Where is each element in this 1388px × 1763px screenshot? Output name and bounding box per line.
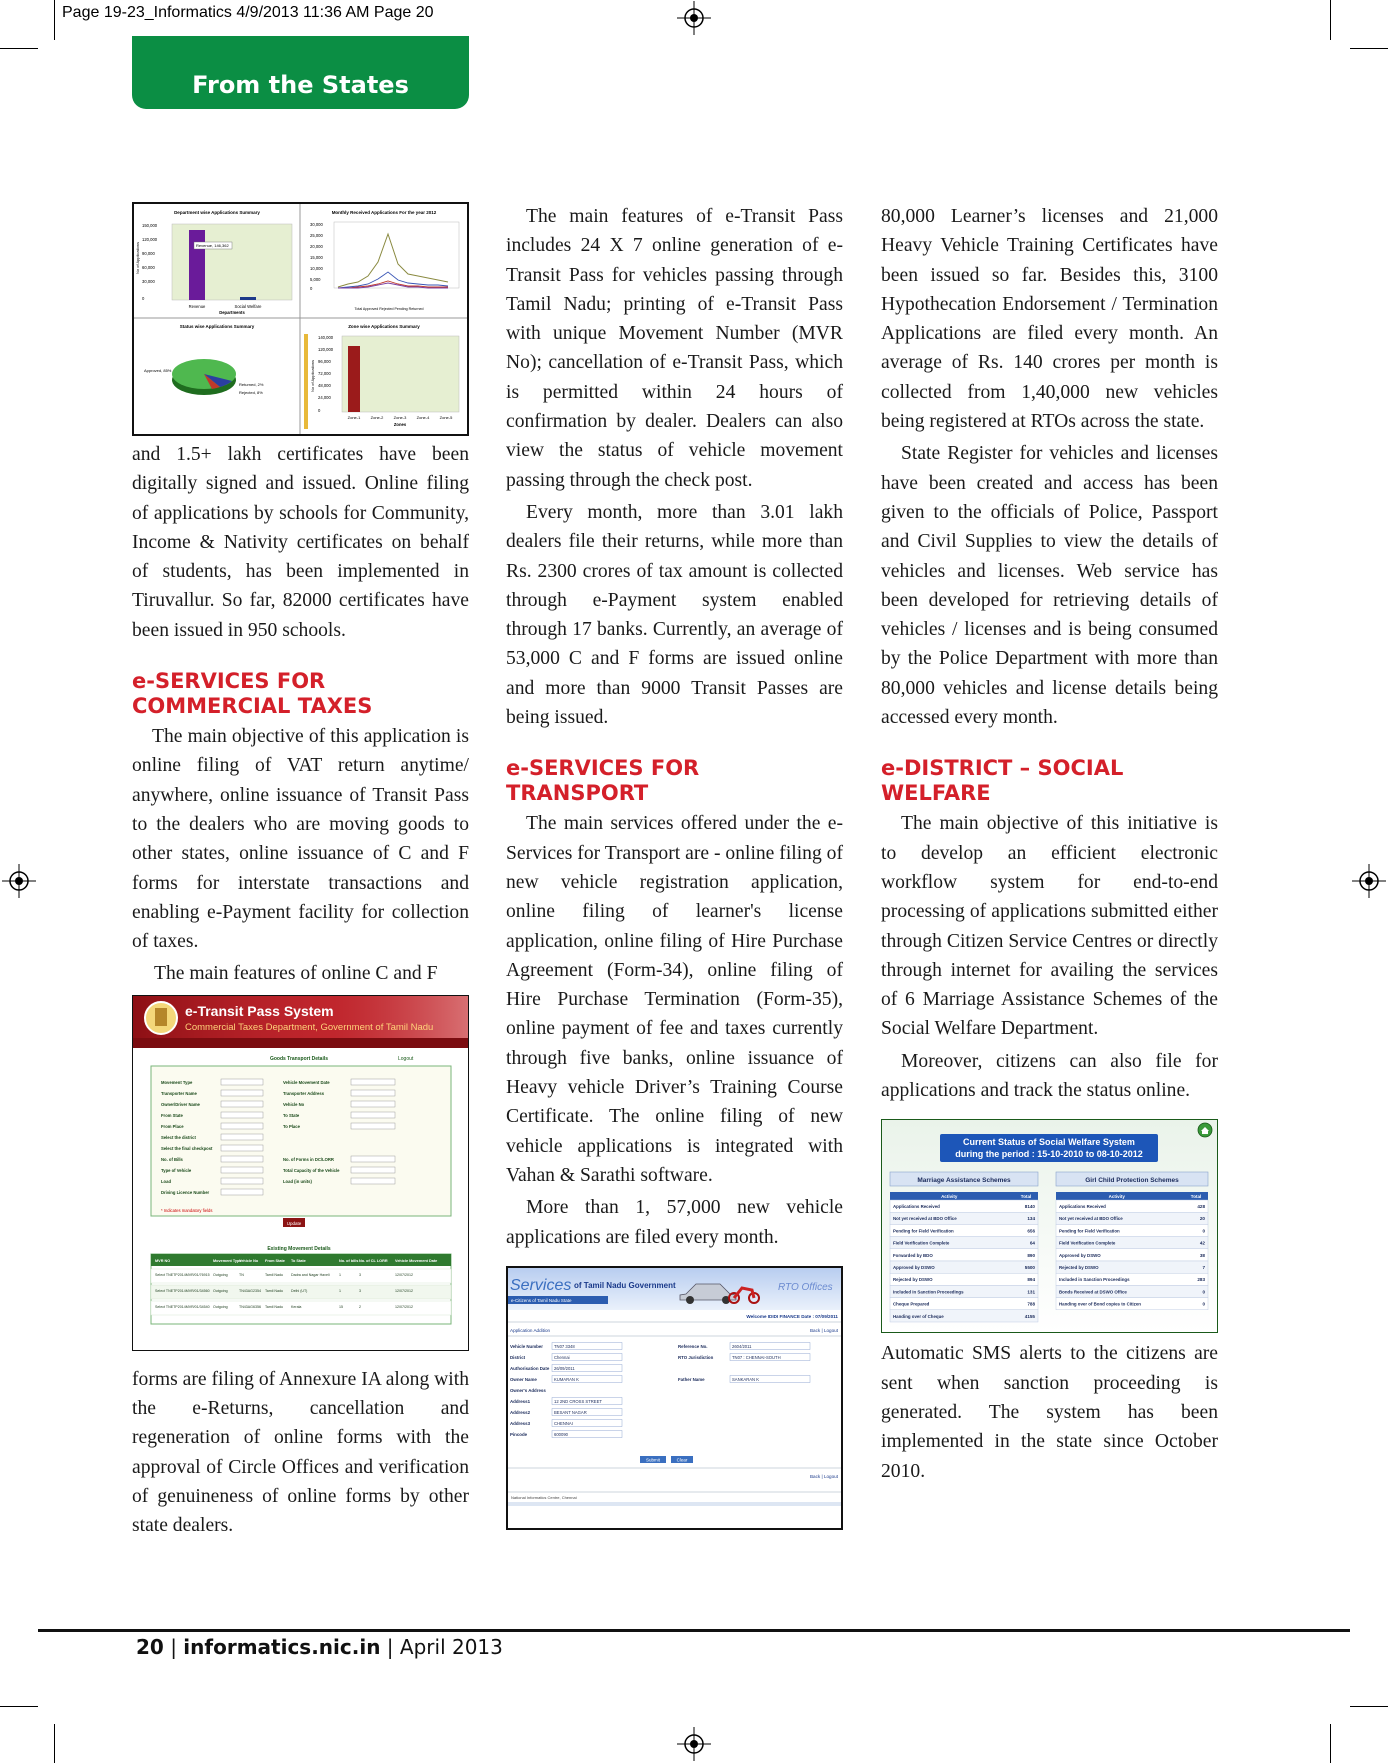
svg-text:96,000: 96,000 — [318, 359, 331, 364]
transport-clear-label: Clear — [676, 1457, 688, 1463]
panel4-bar-zone1 — [348, 346, 360, 412]
svg-text:20,000: 20,000 — [310, 244, 323, 249]
page-footer: 20 | informatics.nic.in | April 2013 — [136, 1635, 503, 1659]
svg-text:48,000: 48,000 — [318, 383, 331, 388]
registration-mark-icon — [1352, 864, 1386, 898]
panel4-cat: Zone-5 — [439, 415, 453, 420]
transport-field-label: Owner Name — [510, 1376, 537, 1382]
status-total: 894 — [1027, 1277, 1035, 1283]
transport-back-link-bottom[interactable]: Back | Logout — [809, 1473, 838, 1479]
transport-field-label: Address2 — [510, 1409, 531, 1415]
status-total: 64 — [1029, 1240, 1035, 1246]
etransit-field-input[interactable] — [351, 1112, 395, 1118]
panel3-label: Rejected, 8% — [239, 390, 263, 395]
panel3-label: Returned, 2% — [239, 382, 264, 387]
registration-mark-icon — [677, 1, 711, 35]
etransit-table-cell: TN — [239, 1272, 244, 1277]
transport-field-value: 26/09/2011 — [554, 1365, 575, 1371]
status-activity: Included in Sanction Proceedings — [893, 1289, 964, 1295]
transport-field-label: Authorisation Date — [510, 1365, 550, 1371]
etransit-field-label: Select the district — [161, 1134, 196, 1140]
etransit-title: e-Transit Pass System — [185, 1002, 334, 1019]
panel1-bar-social-welfare — [240, 297, 256, 300]
panel1-xlabel: Departments — [219, 310, 245, 315]
panel1-callout: Revenue, 146,362 — [196, 243, 229, 248]
svg-text:72,000: 72,000 — [318, 371, 331, 376]
paragraph: State Register for vehicles and licenses have been created and access has been given to the officials of Police, Passport and Civil Supplies to view the details of vehicles and licenses. Web service has been developed for retrieving details of vehicles / licenses and is being consumed by the Police Department with more than 80,000 vehicles and license details being accessed every month. — [881, 443, 1218, 729]
transport-field-value: CHENNAI — [554, 1420, 573, 1426]
transport-field-label: Father Name — [678, 1376, 705, 1382]
panel4-cat: Zone-1 — [347, 415, 361, 420]
paragraph: 80,000 Learner’s licenses and 21,000 Heavy Vehicle Training Certificates have been issued so far. Besides this, 3100 Hypothecation Endorsement / Termination Applications are filed every month. An average of Rs. 140 crores per month is collected from 1,40,000 new vehicles being registered at RTOs across the state. — [881, 206, 1218, 433]
etransit-table-title: Existing Movement Details — [267, 1245, 331, 1252]
etransit-table-cell: TN43AG6356 — [239, 1304, 261, 1309]
paragraph: The main objective of this initiative is to develop an efficient electronic workflow system for end-to-end processing of applications submitted either through Citizen Service Centres or directly through internet for availing the services of 6 Marriage Assistance Schemes of the Social Welfare Department. — [881, 813, 1218, 1040]
column-3 — [881, 202, 1218, 1489]
etransit-table-cell: 12/07/2012 — [395, 1304, 413, 1309]
etransit-table-header-cell: No. of CL LORR — [359, 1258, 388, 1263]
paragraph: The main features of e-Transit Pass includes 24 X 7 online generation of e-Transit Pass for vehicles passing through Tamil Nadu; printing of e-Transit Pass with unique Movement Number (MVR No); cancellation of e-Transit Pass, which is permitted within 24 hours of confirmation by dealer. Dealers can also view the status of vehicle movement passing through the check post. — [506, 206, 843, 491]
etransit-field-label: Movement Type — [161, 1079, 193, 1085]
panel2-plot-bg — [334, 222, 459, 288]
etransit-field-label: Transporter Name — [161, 1090, 197, 1096]
status-total: 0 — [1202, 1228, 1205, 1234]
status-activity: Field Verification Complete — [893, 1240, 950, 1246]
status-activity: Applications Received — [893, 1204, 940, 1210]
etransit-field-label: Total Capacity of the Vehicle — [283, 1167, 340, 1173]
etransit-table-header-cell: MVR NO — [155, 1258, 171, 1263]
status-total: 42 — [1199, 1240, 1205, 1246]
transport-field-label: Reference No. — [678, 1343, 708, 1349]
panel4-cat: Zone-4 — [416, 415, 430, 420]
etransit-table-header-cell: Movement Type — [213, 1258, 242, 1263]
panel4-ylabel: No of Applications — [310, 359, 315, 392]
status-activity: Not yet received at BDO Office — [1059, 1216, 1123, 1222]
etransit-field-input[interactable] — [221, 1189, 263, 1195]
status-total: 656 — [1027, 1228, 1035, 1234]
transport-submit-label: Submit — [645, 1457, 661, 1463]
transport-field-value: 600090 — [554, 1431, 568, 1437]
status-activity: Forwarded by BDO — [893, 1253, 933, 1259]
status-activity: Not yet received at BDO Office — [893, 1216, 957, 1222]
etransit-field-label: Transporter Address — [283, 1090, 325, 1096]
status-title-line1: Current Status of Social Welfare System — [963, 1137, 1135, 1148]
etransit-field-label: From State — [161, 1112, 183, 1118]
etransit-field-label: From Place — [161, 1123, 184, 1129]
status-total: 0 — [1202, 1289, 1205, 1295]
footer-date: April 2013 — [399, 1635, 503, 1659]
transport-field-value: SANKARAN K — [732, 1376, 759, 1382]
etransit-table-cell: Select TNETP2014MVR/01/34560 — [155, 1288, 210, 1293]
panel1-bar-revenue — [189, 230, 205, 300]
panel1-cat: Social Welfare — [234, 304, 262, 309]
status-total: 38 — [1199, 1253, 1205, 1259]
crop-mark — [54, 0, 55, 40]
crop-mark — [1350, 1706, 1388, 1707]
crop-mark — [0, 48, 38, 49]
etransit-table-cell: Tamil Nadu — [265, 1304, 283, 1309]
status-activity: Cheque Prepared — [893, 1301, 930, 1307]
transport-section: Application Addition — [510, 1327, 551, 1333]
transport-field-value: 12 2ND CROSS STREET — [554, 1398, 602, 1404]
etransit-field-label: Load (in units) — [283, 1178, 312, 1184]
transport-footer-note: National Informatics Centre, Chennai — [511, 1494, 577, 1500]
crop-mark — [0, 1706, 38, 1707]
svg-text:10,000: 10,000 — [310, 266, 323, 271]
transport-field-label: Vehicle Number — [510, 1343, 543, 1349]
transport-field-value: BESANT NAGAR — [554, 1409, 587, 1415]
transport-welcome: Welcome IDIDI FINANCE Date : 07/09/2011 — [746, 1313, 838, 1319]
svg-text:140,000: 140,000 — [318, 335, 334, 340]
etransit-field-input[interactable] — [351, 1090, 395, 1096]
section-heading: e-DISTRICT – SOCIAL WELFARE — [881, 756, 1124, 806]
panel4-xlabel: Zones — [393, 422, 407, 427]
status-table-header-activity: Activity — [941, 1194, 958, 1200]
etransit-field-input[interactable] — [221, 1156, 263, 1162]
transport-field-label: District — [510, 1354, 526, 1360]
status-table-header-total: Total — [1190, 1194, 1202, 1200]
etransit-table-cell: TN43AG2354 — [239, 1288, 261, 1293]
section-banner: From the States — [132, 36, 469, 109]
status-activity: Handing over of Cheque — [893, 1314, 944, 1320]
crop-mark — [1330, 1724, 1331, 1763]
status-activity: Approved by DSWO — [1059, 1253, 1101, 1259]
paragraph: Automatic SMS alerts to the citizens are sent when sanction proceeding is generated. The system has been implemented in the state since October 2010. — [881, 1343, 1218, 1482]
paragraph: forms are filing of Annexure IA along with the e-Returns, cancellation and regeneration of online forms with the approval of Circle Offices and verification of genuineness of online forms by other state dealers. — [132, 1368, 469, 1537]
panel2-legend: Total Approved Rejected Pending Returned — [354, 307, 424, 311]
transport-field-value: 2604/2011 — [732, 1343, 752, 1349]
panel4-title: Zone wise Applications Summary — [348, 324, 420, 329]
status-total: 7 — [1202, 1265, 1205, 1271]
status-total: 890 — [1027, 1253, 1035, 1259]
transport-field-label: Address1 — [510, 1398, 531, 1404]
etransit-form-heading: Goods Transport Details — [269, 1055, 329, 1062]
etransit-field-input[interactable] — [221, 1123, 263, 1129]
status-total: 788 — [1027, 1301, 1035, 1307]
etransit-logout-link[interactable]: Logout — [398, 1055, 414, 1062]
transport-tagline: e-Citizens of Tamil Nadu State — [511, 1297, 572, 1303]
status-activity: Pending for Field Verification — [1059, 1228, 1120, 1234]
footer-rule — [38, 1629, 1350, 1632]
panel4-axis-strip — [304, 334, 308, 429]
paragraph: The main features of online C and F — [154, 963, 438, 985]
panel1-ylabel: No of Applications — [135, 241, 140, 274]
panel4-cat: Zone-2 — [370, 415, 384, 420]
etransit-table-cell: Select TNETP2014MVR/01/76915 — [155, 1272, 210, 1277]
transport-field-value: TN07 3348 — [554, 1343, 575, 1349]
etransit-table-cell: 15 — [339, 1304, 343, 1309]
transport-brand: Services — [510, 1276, 572, 1294]
svg-text:15,000: 15,000 — [310, 255, 323, 260]
etransit-field-input[interactable] — [351, 1101, 395, 1107]
etransit-field-input[interactable] — [351, 1167, 395, 1173]
svg-text:30,000: 30,000 — [142, 279, 155, 284]
etransit-pass-screenshot — [132, 995, 469, 1351]
transport-field-label: Address3 — [510, 1420, 531, 1426]
transport-field-value: KUMARAN K — [554, 1376, 579, 1382]
etransit-field-label: Load — [161, 1178, 172, 1184]
etransit-field-input[interactable] — [351, 1156, 395, 1162]
etransit-table-cell: Outgoing — [213, 1288, 228, 1293]
etransit-field-label: Type of Vehicle — [161, 1167, 192, 1173]
etransit-table-header-cell: From State — [265, 1258, 285, 1263]
paragraph: The main services offered under the e-Services for Transport are - online filing of new vehicle registration application, online filing of learner's license application, online filing of Hire Purchase Agreement (Form-34), online filing of Hire Purchase Termination (Form-35), online payment of fee and taxes currently through five banks, online issuance of Heavy vehicle Driver’s Training Course Certificate. The online filing of new vehicle applications is integrated with Vahan & Sarathi software. — [506, 813, 843, 1186]
print-slug: Page 19-23_Informatics 4/9/2013 11:36 AM Page 20 — [62, 4, 434, 21]
page-number: 20 — [136, 1635, 164, 1659]
etransit-field-label: To Place — [283, 1123, 300, 1129]
paragraph: The main objective of this application is online filing of VAT return anytime/ anywhere, online issuance of Transit Pass to the dealers who are moving goods to other states, online issuance of C and F forms for interstate transactions and enabling e-Payment facility for collection of taxes. — [132, 726, 469, 953]
column-2 — [506, 202, 843, 1530]
section-heading: e-SERVICES FOR TRANSPORT — [506, 756, 700, 806]
status-total: 283 — [1197, 1277, 1205, 1283]
etransit-field-input[interactable] — [351, 1178, 395, 1184]
dashboard-charts-figure — [132, 202, 469, 436]
etransit-table-cell: 1 — [339, 1288, 341, 1293]
panel1-cat: Revenue — [188, 304, 206, 309]
marriage-status-table — [890, 1192, 1038, 1322]
etransit-table-cell: 3 — [359, 1288, 361, 1293]
etransit-field-label: No. of Bills — [161, 1156, 183, 1162]
etransit-table-cell: 12/07/2012 — [395, 1288, 413, 1293]
panel4-cat: Zone-3 — [393, 415, 407, 420]
status-total: 428 — [1197, 1204, 1205, 1210]
status-table-header — [890, 1192, 1038, 1200]
status-activity: Applications Received — [1059, 1204, 1106, 1210]
status-table-header-activity: Activity — [1108, 1194, 1125, 1200]
transport-rto: RTO Offices — [778, 1281, 833, 1293]
crop-mark — [54, 1724, 55, 1763]
etransit-field-label: Vehicle No — [283, 1101, 305, 1107]
svg-text:0: 0 — [310, 286, 313, 291]
etransit-table-cell: Tamil Nadu — [265, 1288, 283, 1293]
svg-text:5,000: 5,000 — [310, 277, 321, 282]
marriage-tab-label: Marriage Assistance Schemes — [917, 1177, 1011, 1185]
status-total: 8140 — [1024, 1204, 1035, 1210]
transport-brand-sub: of Tamil Nadu Government — [574, 1280, 676, 1290]
etransit-table-header-cell: Vehicle Movement Date — [395, 1258, 438, 1263]
status-total: 0 — [1202, 1301, 1205, 1307]
status-activity: Bonds Received at DSWO Office — [1059, 1289, 1127, 1295]
etransit-table-cell: Outgoing — [213, 1304, 228, 1309]
status-table-header — [1056, 1192, 1208, 1200]
status-total: 4155 — [1024, 1314, 1035, 1320]
svg-text:0: 0 — [318, 408, 321, 413]
etransit-field-label: Driving Licence Number — [161, 1189, 210, 1195]
transport-services-screenshot — [506, 1266, 843, 1530]
etransit-table-cell: 1 — [339, 1272, 341, 1277]
girl-child-status-table — [1056, 1192, 1208, 1310]
svg-text:0: 0 — [142, 296, 145, 301]
svg-text:90,000: 90,000 — [142, 251, 155, 256]
status-total: 131 — [1027, 1289, 1035, 1295]
etransit-table-header-cell: Vehicle No — [239, 1258, 259, 1263]
etransit-field-label: Owner/Driver Name — [161, 1101, 200, 1107]
svg-text:30,000: 30,000 — [310, 222, 323, 227]
etransit-field-input[interactable] — [221, 1167, 263, 1173]
etransit-field-label: Vehicle Movement Date — [283, 1079, 330, 1085]
etransit-table-cell: Tamil Nadu — [265, 1272, 283, 1277]
svg-text:24,000: 24,000 — [318, 395, 331, 400]
status-activity: Rejected by DSWO — [1059, 1265, 1099, 1271]
status-activity: Approved by DSWO — [893, 1265, 935, 1271]
etransit-field-input[interactable] — [221, 1112, 263, 1118]
etransit-field-input[interactable] — [351, 1123, 395, 1129]
social-welfare-status-screenshot — [881, 1119, 1218, 1333]
transport-back-link[interactable]: Back | Logout — [809, 1327, 838, 1333]
status-activity: Handing over of Bond copies to Citizen — [1059, 1301, 1141, 1307]
panel3-label: Approved, 85% — [144, 368, 172, 373]
etransit-field-input[interactable] — [351, 1079, 395, 1085]
section-heading: e-SERVICES FOR COMMERCIAL TAXES — [132, 669, 373, 719]
panel1-title: Department wise Applications Summary — [174, 210, 260, 215]
status-activity: Pending for Field Verification — [893, 1228, 954, 1234]
etransit-table-cell: Delhi (UT) — [291, 1288, 308, 1293]
status-activity: Rejected by DSWO — [893, 1277, 933, 1283]
crop-mark — [1330, 0, 1331, 40]
transport-field-label: RTO Jurisdiction — [678, 1354, 714, 1360]
etransit-table-cell: 12/07/2012 — [395, 1272, 413, 1277]
registration-mark-icon — [677, 1727, 711, 1761]
panel3-title: Status wise Applications Summary — [179, 324, 255, 329]
svg-text:25,000: 25,000 — [310, 233, 323, 238]
etransit-table-cell: Outgoing — [213, 1272, 228, 1277]
etransit-table-header-cell: To State — [291, 1258, 306, 1263]
status-activity: Included in Sanction Proceedings — [1059, 1277, 1130, 1283]
etransit-table-cell: Kerala — [291, 1304, 302, 1309]
paragraph: and 1.5+ lakh certificates have been digitally signed and issued. Online filing of applications by schools for Community, Income & Nativity certificates on behalf of students, has been implemented in Tiruvallur. So far, 82000 certificates have been issued in 950 schools. — [132, 444, 469, 641]
etransit-field-label: To State — [283, 1112, 300, 1118]
etransit-table-cell: Select TNETP2014MVR/01/34540 — [155, 1304, 210, 1309]
etransit-field-input[interactable] — [221, 1090, 263, 1096]
footer-site: informatics.nic.in — [183, 1635, 381, 1659]
etransit-field-input[interactable] — [221, 1145, 263, 1151]
status-table-header-total: Total — [1020, 1194, 1032, 1200]
etransit-update-label: Update — [286, 1220, 302, 1226]
etransit-table-cell: Dadra and Nagar Haveli — [291, 1272, 330, 1277]
svg-text:120,000: 120,000 — [142, 237, 158, 242]
svg-text:120,000: 120,000 — [318, 347, 334, 352]
status-activity: Field Verification Complete — [1059, 1240, 1116, 1246]
status-total: 134 — [1027, 1216, 1035, 1222]
paragraph: Moreover, citizens can also file for applications and track the status online. — [881, 1050, 1218, 1102]
etransit-table-cell: 2 — [359, 1304, 361, 1309]
registration-mark-icon — [2, 864, 36, 898]
etransit-field-input[interactable] — [221, 1079, 263, 1085]
panel2-title: Monthly Received Applications For the year 2012 — [331, 210, 437, 215]
etransit-subtitle: Commercial Taxes Department, Government of Tamil Nadu — [185, 1021, 434, 1033]
etransit-field-input[interactable] — [221, 1178, 263, 1184]
etransit-field-input[interactable] — [221, 1101, 263, 1107]
transport-field-label: Pincode — [510, 1431, 528, 1437]
etransit-field-label: No. of Forms in DC/LORR — [283, 1156, 334, 1162]
svg-text:150,000: 150,000 — [142, 223, 158, 228]
transport-field-value: Chennai — [554, 1354, 570, 1360]
etransit-field-label: Select the final checkpost — [161, 1145, 213, 1151]
crop-mark — [1350, 48, 1388, 49]
girl-child-tab-label: Girl Child Protection Schemes — [1085, 1177, 1179, 1185]
paragraph: More than 1, 57,000 new vehicle applications are filed every month. — [506, 1197, 843, 1248]
etransit-field-input[interactable] — [221, 1134, 263, 1140]
transport-field-value: TN07 : CHENNAI-SOUTH — [732, 1354, 781, 1360]
etransit-table-cell: 3 — [359, 1272, 361, 1277]
etransit-table-header-cell: No. of bills — [339, 1258, 359, 1263]
etransit-mandatory-note: * Indicates mandatory fields — [161, 1207, 213, 1213]
transport-field-label: Owner's Address — [510, 1387, 546, 1393]
status-title-line2: during the period : 15-10-2010 to 08-10-2012 — [955, 1149, 1143, 1160]
column-1 — [132, 202, 469, 1544]
status-total: 5500 — [1024, 1265, 1035, 1271]
status-total: 20 — [1199, 1216, 1205, 1222]
svg-text:60,000: 60,000 — [142, 265, 155, 270]
paragraph: Every month, more than 3.01 lakh dealers file their returns, while more than Rs. 2300 crores of tax amount is collected through e-Payment system enabled through 17 banks. Currently, an average of 53,000 C and F forms are issued online and more than 9000 Transit Passes are being issued. — [506, 501, 843, 729]
